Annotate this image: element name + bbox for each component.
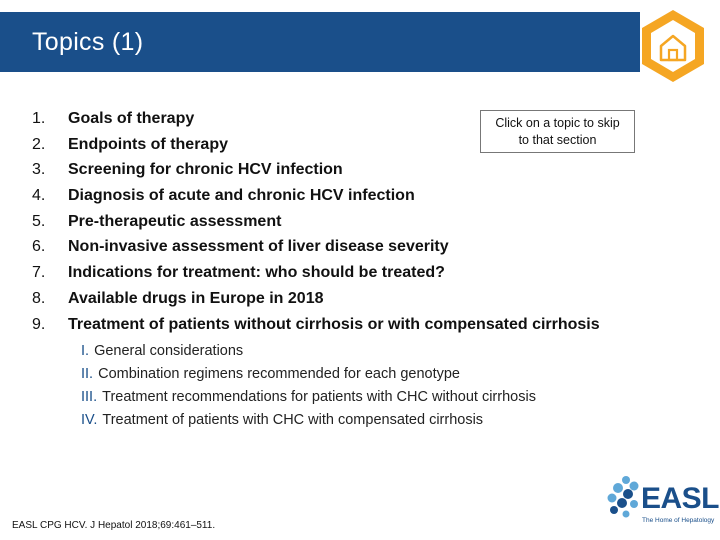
- topic-label: Diagnosis of acute and chronic HCV infection: [68, 187, 415, 205]
- topic-item[interactable]: [32, 290, 600, 316]
- page-title: Topics (1): [32, 28, 144, 56]
- topic-number: 5.: [32, 212, 46, 230]
- topic-label: Pre-therapeutic assessment: [68, 212, 282, 230]
- topic-label: Goals of therapy: [68, 110, 195, 127]
- subtopic-number: I.: [81, 343, 90, 359]
- subtopic-number: II.: [81, 366, 94, 382]
- topic-item[interactable]: [32, 238, 600, 264]
- note-line-1: Click on a topic to skip: [495, 116, 620, 130]
- citation: EASL CPG HCV. J Hepatol 2018;69:461–511.: [12, 520, 216, 531]
- subtopic-label: Combination regimens recommended for each genotype: [98, 366, 460, 382]
- subtopic-number: IV.: [81, 412, 98, 428]
- topic-number: 2.: [32, 135, 46, 153]
- topic-label: Endpoints of therapy: [68, 135, 228, 153]
- topic-item[interactable]: [32, 161, 600, 187]
- subtopic-item[interactable]: [81, 412, 536, 435]
- subtopic-list: [81, 343, 536, 435]
- topic-list: [32, 110, 600, 341]
- subtopic-label: General considerations: [94, 343, 244, 359]
- topic-number: 6.: [32, 238, 46, 256]
- easl-dots-icon: [604, 474, 644, 524]
- subtopic-label: Treatment of patients with CHC with compensated cirrhosis: [102, 412, 484, 428]
- home-icon: [636, 6, 710, 86]
- subtopic-item[interactable]: [81, 389, 536, 412]
- topic-number: 9.: [32, 315, 46, 333]
- topic-item[interactable]: [32, 187, 600, 213]
- topic-label: Indications for treatment: who should be treated?: [68, 264, 445, 282]
- topic-label: Treatment of patients without cirrhosis or with compensated cirrhosis: [68, 315, 600, 333]
- topic-label: Non-invasive assessment of liver disease severity: [68, 238, 449, 256]
- topic-item[interactable]: [32, 110, 600, 136]
- topic-item[interactable]: [32, 213, 600, 239]
- title-bar: [0, 12, 640, 72]
- topic-number: 3.: [32, 161, 46, 179]
- topic-item[interactable]: [32, 136, 600, 162]
- easl-logo: [604, 470, 720, 530]
- topic-label: Screening for chronic HCV infection: [68, 161, 343, 179]
- subtopic-label: Treatment recommendations for patients with CHC without cirrhosis: [102, 389, 536, 405]
- subtopic-number: III.: [81, 389, 98, 405]
- logo-text: EASL: [641, 482, 720, 515]
- topic-item[interactable]: [32, 316, 600, 342]
- topic-number: 7.: [32, 264, 46, 282]
- topic-number: 1.: [32, 110, 46, 127]
- logo-tagline: The Home of Hepatology: [642, 517, 715, 524]
- topic-label: Available drugs in Europe in 2018: [68, 289, 324, 307]
- subtopic-item[interactable]: [81, 343, 536, 366]
- subtopic-item[interactable]: [81, 366, 536, 389]
- home-button[interactable]: [636, 6, 710, 86]
- topic-item[interactable]: [32, 264, 600, 290]
- topic-number: 4.: [32, 187, 46, 205]
- topic-number: 8.: [32, 289, 46, 307]
- note-line-2: to that section: [518, 133, 597, 147]
